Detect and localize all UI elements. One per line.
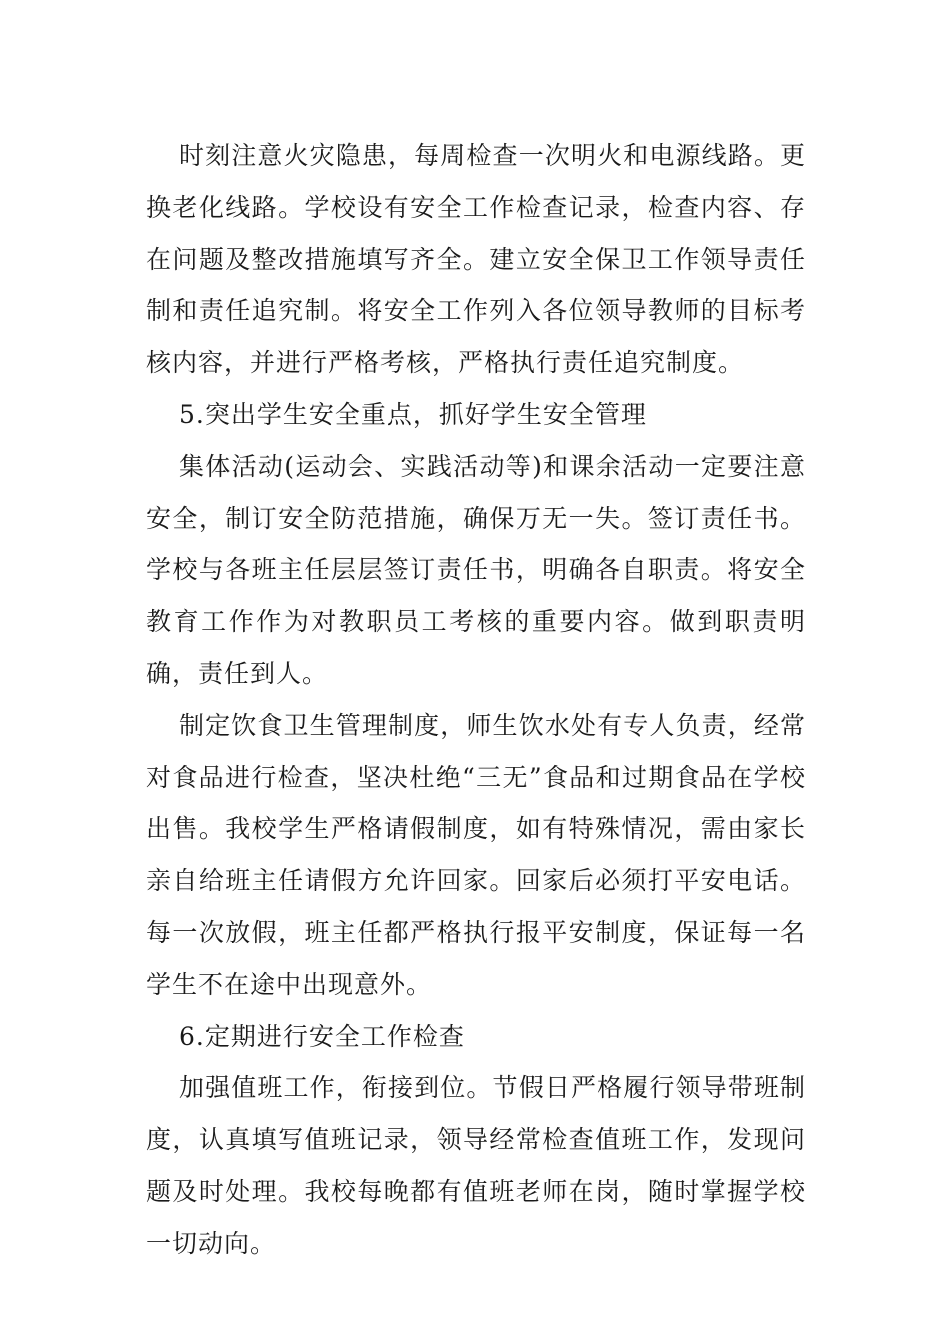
paragraph-food-hygiene: 制定饮食卫生管理制度，师生饮水处有专人负责，经常对食品进行检查，坚决杜绝“三无”食品和过期食品在学校出售。我校学生严格请假制度，如有特殊情况，需由家长亲自给班主任请假方允许回家。回家后必须打平安电话。每一次放假，班主任都严格执行报平安制度，保证每一名学生不在途中出现意外。: [146, 710, 806, 999]
paragraph-fire-safety: 时刻注意火灾隐患，每周检查一次明火和电源线路。更换老化线路。学校设有安全工作检查记录，检查内容、存在问题及整改措施填写齐全。建立安全保卫工作领导责任制和责任追究制。将安全工作列入各位领导教师的目标考核内容，并进行严格考核，严格执行责任追究制度。: [146, 141, 806, 378]
paragraph-duty-work: 加强值班工作，衔接到位。节假日严格履行领导带班制度，认真填写值班记录，领导经常检查值班工作，发现问题及时处理。我校每晚都有值班老师在岗，随时掌握学校一切动向。: [146, 1073, 806, 1258]
document-body: [146, 130, 806, 1270]
section-heading-6: 6.定期进行安全工作检查: [179, 1021, 465, 1051]
paragraph-collective-activities: 集体活动(运动会、实践活动等)和课余活动一定要注意安全，制订安全防范措施，确保万无一失。签订责任书。学校与各班主任层层签订责任书，明确各自职责。将安全教育工作作为对教职员工考核的重要内容。做到职责明确，责任到人。: [146, 451, 806, 688]
section-heading-5: 5.突出学生安全重点，抓好学生安全管理: [179, 399, 647, 429]
